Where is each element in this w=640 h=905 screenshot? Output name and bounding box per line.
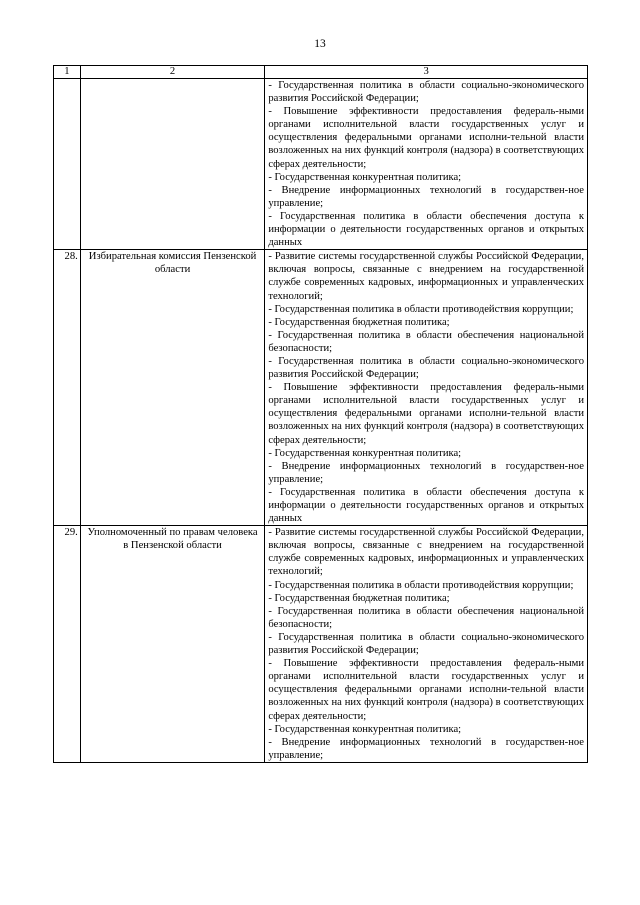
policy-areas <box>265 79 588 250</box>
column-header-3: 3 <box>265 66 588 79</box>
policy-item: - Развитие системы государственной службы Российской Федерации, включая вопросы, связанные с внедрением на государственной службе современных кадровых, информационных и управленческих технологий; <box>268 527 584 578</box>
column-header-1: 1 <box>54 66 81 79</box>
table-row <box>54 526 588 763</box>
policy-item: - Государственная политика в области социально-экономического развития Российской Федерации; <box>268 355 584 381</box>
policy-item: - Внедрение информационных технологий в государствен-ное управление; <box>268 736 584 761</box>
policy-item: - Государственная конкурентная политика; <box>268 447 462 459</box>
policy-item: - Внедрение информационных технологий в государствен-ное управление; <box>268 184 584 209</box>
policy-item: - Государственная политика в области противодействия коррупции; <box>268 303 574 315</box>
policy-item: - Повышение эффективности предоставления федераль-ными органами исполнительной власти государственных услуг и осуществления федеральными органами исполни-тельной власти возложенных на них функций контроля (надзора) в соответствующих сферах деятельности; <box>268 382 584 446</box>
policy-item: - Повышение эффективности предоставления федераль-ными органами исполнительной власти государственных услуг и осуществления федеральными органами исполни-тельной власти возложенных на них функций контроля (надзора) в соответствующих сферах деятельности; <box>268 106 584 170</box>
policy-item: - Государственная бюджетная политика; <box>268 592 450 604</box>
policy-item: - Государственная политика в области обеспечения доступа к информации о деятельности государственных органов и открытых данных <box>268 486 584 525</box>
table-header-row <box>54 66 588 79</box>
policy-item: - Государственная конкурентная политика; <box>268 171 462 183</box>
policy-item: - Государственная политика в области обеспечения национальной безопасности; <box>268 329 584 354</box>
policy-item: - Развитие системы государственной службы Российской Федерации, включая вопросы, связанные с внедрением на государственной службе современных кадровых, информационных и управленческих технологий; <box>268 251 584 302</box>
policy-item: - Государственная политика в области обеспечения национальной безопасности; <box>268 605 584 630</box>
policy-areas <box>265 526 588 763</box>
policy-item: - Государственная политика в области социально-экономического развития Российской Федерации; <box>268 631 584 657</box>
policy-item: - Государственная политика в области противодействия коррупции; <box>268 579 574 591</box>
policy-item: - Государственная политика в области социально-экономического развития Российской Федерации; <box>268 80 584 105</box>
row-number <box>54 79 81 250</box>
policy-item: - Государственная политика в области обеспечения доступа к информации о деятельности государственных органов и открытых данных <box>268 210 584 249</box>
policy-item: - Государственная конкурентная политика; <box>268 723 462 735</box>
policy-areas <box>265 250 588 526</box>
page-number: 13 <box>314 38 326 50</box>
policy-item: - Повышение эффективности предоставления федераль-ными органами исполнительной власти государственных услуг и осуществления федеральными органами исполни-тельной власти возложенных на них функций контроля (надзора) в соответствующих сферах деятельности; <box>268 658 584 722</box>
table-row <box>54 79 588 250</box>
column-header-2: 2 <box>80 66 265 79</box>
row-number: 29. <box>54 526 81 763</box>
agency-policy-table <box>53 65 588 763</box>
row-number: 28. <box>54 250 81 526</box>
table-row <box>54 250 588 526</box>
agency-name: Избирательная комиссия Пензенской области <box>80 250 265 526</box>
policy-item: - Государственная бюджетная политика; <box>268 316 450 328</box>
agency-name: Уполномоченный по правам человека в Пензенской области <box>80 526 265 763</box>
agency-name <box>80 79 265 250</box>
policy-item: - Внедрение информационных технологий в государствен-ное управление; <box>268 460 584 485</box>
